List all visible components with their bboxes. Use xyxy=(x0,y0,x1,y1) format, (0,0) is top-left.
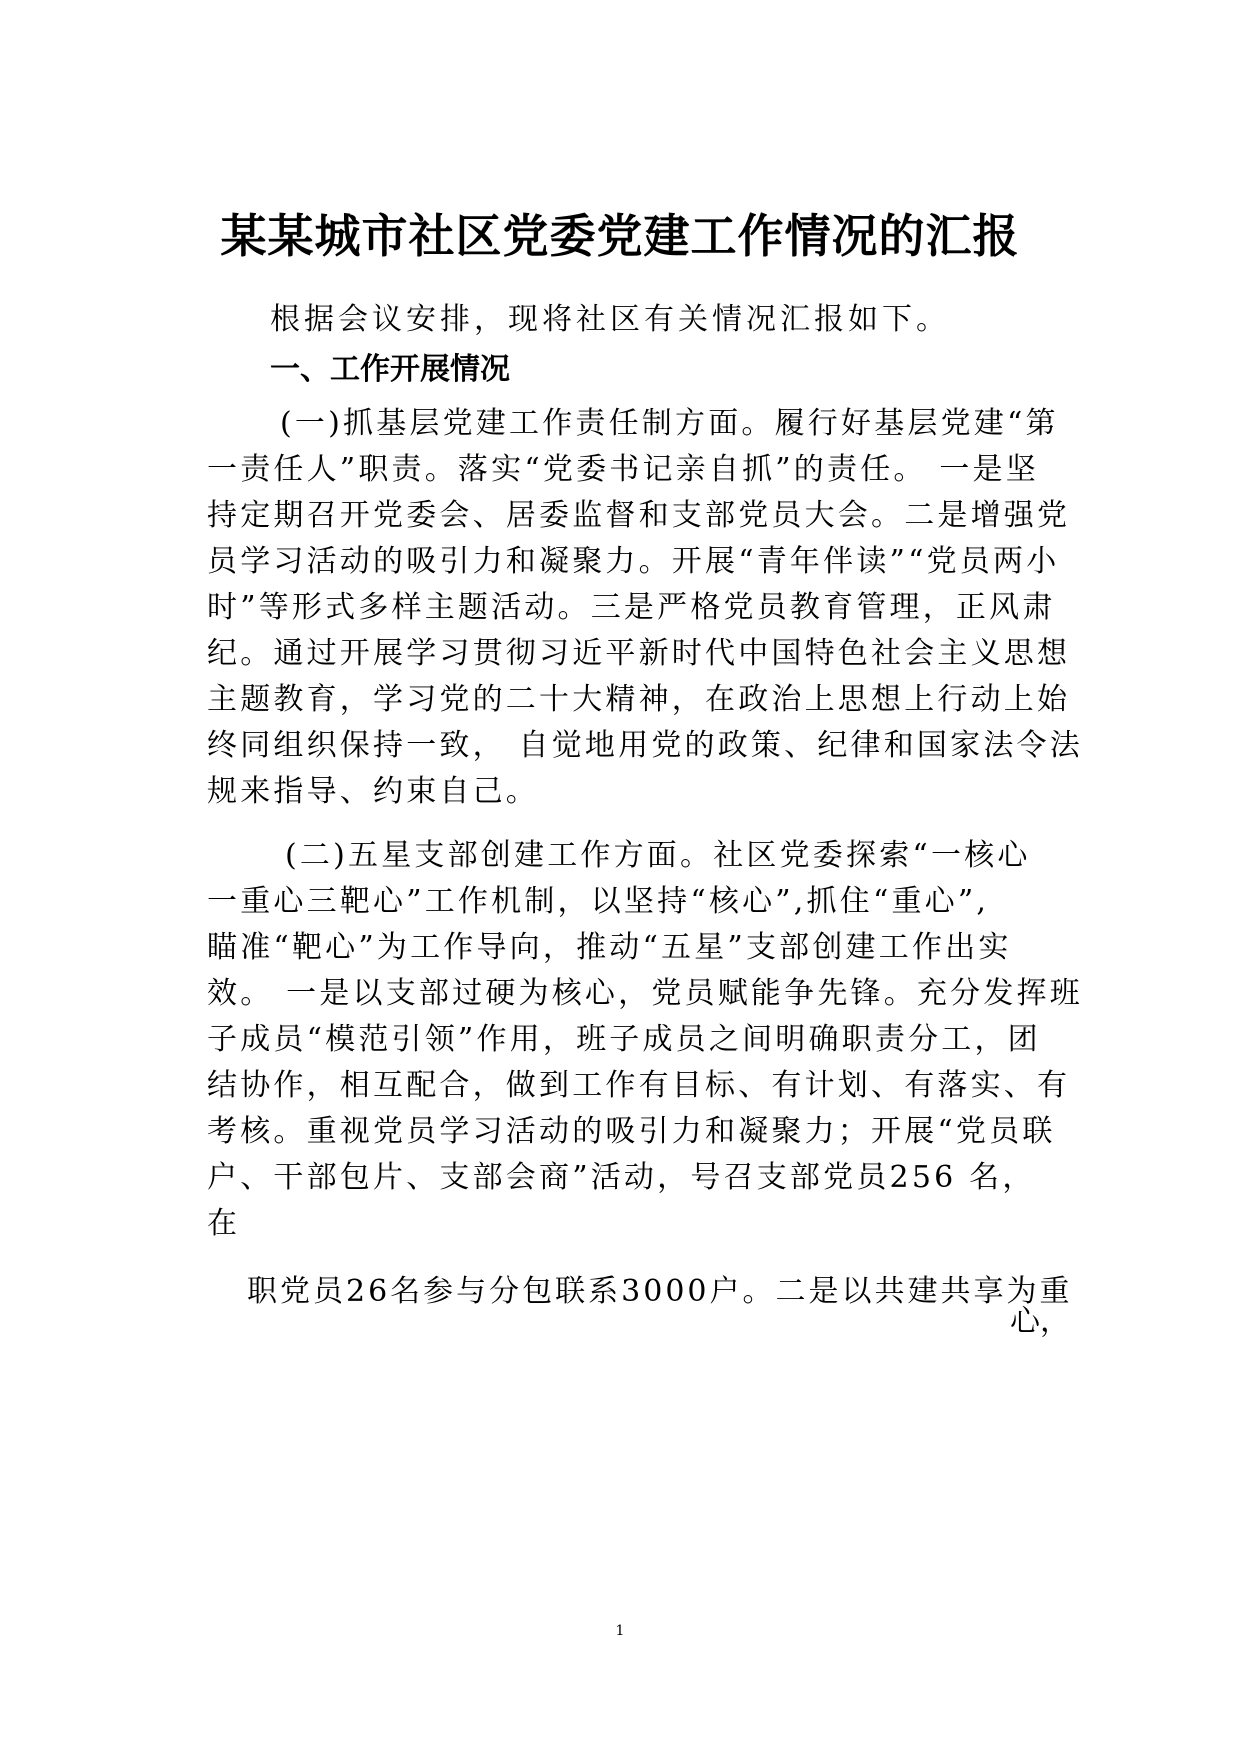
intro-paragraph: 根据会议安排，现将社区有关情况汇报如下。 xyxy=(270,302,950,337)
document-title: 某某城市社区党委党建工作情况的汇报 xyxy=(220,209,1020,263)
section-heading: 一、工作开展情况 xyxy=(270,352,510,387)
paragraph-line: (二)五星支部创建工作方面。社区党委探索“一核心 xyxy=(285,838,1031,873)
paragraph-line: 结协作，相互配合，做到工作有目标、有计划、有落实、有 xyxy=(207,1068,1071,1103)
paragraph-line: 时”等形式多样主题活动。三是严格党员教育管理，正风肃 xyxy=(207,590,1056,625)
paragraph-line: 一责任人”职责。落实“党委书记亲自抓”的责任。 一是坚 xyxy=(207,452,1039,487)
paragraph-line: 规来指导、约束自己。 xyxy=(207,774,539,809)
paragraph-line: 瞄准“靶心”为工作导向，推动“五星”支部创建工作出实 xyxy=(207,930,1012,965)
paragraph-orphan-char: 在 xyxy=(207,1206,237,1241)
paragraph-line: 终同组织保持一致， 自觉地用党的政策、纪律和国家法令法 xyxy=(207,728,1083,763)
page-number: 1 xyxy=(615,1623,625,1639)
paragraph-line: 持定期召开党委会、居委监督和支部党员大会。二是增强党 xyxy=(207,498,1071,533)
paragraph-line: 户、干部包片、支部会商”活动，号召支部党员256 名， xyxy=(207,1160,1036,1195)
paragraph-line: 效。 一是以支部过硬为核心，党员赋能争先锋。充分发挥班 xyxy=(207,976,1083,1011)
paragraph-line: 子成员“模范引领”作用，班子成员之间明确职责分工，团 xyxy=(207,1022,1041,1057)
continuation-line: 职党员26名参与分包联系3000户。二是以共建共享为重 xyxy=(247,1274,1073,1309)
paragraph-line: 一重心三靶心”工作机制，以坚持“核心”,抓住“重心”, xyxy=(207,884,990,919)
paragraph-line: (一)抓基层党建工作责任制方面。履行好基层党建“第 xyxy=(280,406,1059,441)
paragraph-line: 员学习活动的吸引力和凝聚力。开展“青年伴读”“党员两小 xyxy=(207,544,1060,579)
paragraph-line: 主题教育，学习党的二十大精神，在政治上思想上行动上始 xyxy=(207,682,1071,717)
continuation-tail: 心， xyxy=(1010,1304,1070,1339)
paragraph-line: 纪。通过开展学习贯彻习近平新时代中国特色社会主义思想 xyxy=(207,636,1071,671)
paragraph-line: 考核。重视党员学习活动的吸引力和凝聚力；开展“党员联 xyxy=(207,1114,1056,1149)
